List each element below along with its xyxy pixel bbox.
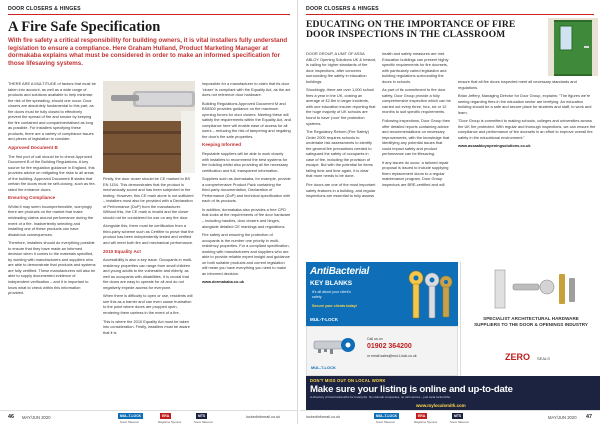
fire-door-photo	[548, 18, 598, 76]
footer-url[interactable]: lockedinfomail.co.uk	[246, 415, 281, 419]
ad-body: A directory of local locksmiths for local jobs. No national companies, no call centres – just local locksmiths.	[310, 395, 451, 399]
mts-logo: MTS	[454, 414, 462, 418]
phone-number[interactable]: 01902 364200	[367, 343, 412, 350]
mul-t-lock-contact-ad[interactable]	[306, 326, 458, 376]
body-paragraph: Brian Jeffery, Managing Director for Door Group, explains: "The figures we're seeing regarding fires in the education sector are terrifying. An education building should be a safe and secure place for students and staff, to work and learn.	[458, 93, 592, 115]
subheading: 2010 Equality Act	[103, 248, 141, 254]
zero-logo-sub: SEALS	[537, 356, 550, 361]
ad-brand: AntiBacterial	[310, 266, 370, 277]
body-paragraph: When there is difficulty to open or use, residents will see this as a barrier and can even cause frustration to the point where doors are propped open, rendering them useless in the event of a fire.	[103, 293, 193, 315]
era-logo: ERA	[162, 414, 170, 418]
body-paragraph: Firstly, the door closer should be CE marked to BS EN 1154. This demonstrates that the product is mechanically sound and has been subjected to fire testing. However, this CE mark alone is not sufficient – installers must also be provided with a Declaration of Performance (DoP) from the manufacturer. Without this, the CE mark is invalid and the closer should not be considered for use on any fire door.	[103, 176, 194, 220]
mts-logo: MTS	[198, 414, 206, 418]
page-number: 47	[586, 414, 592, 420]
article-column-3	[202, 81, 291, 407]
logo-caption: Snow Takeover	[376, 419, 396, 424]
section-rule	[306, 14, 594, 15]
body-paragraph: The first port of call should be to check Approved Document B of the Building Regulations. A key source for fire regulation guidance in England, this provides advice on mitigating the risks to all areas of the building. Approved Document B states that certain fire doors must be self-closing, such as fire-rated fire entrance doors.	[8, 153, 96, 192]
door-closer-image	[103, 81, 195, 173]
mul-t-lock-logo: MUL-T-LOCK	[120, 414, 142, 418]
body-paragraph: The Regulatory Reform (Fire Safety) Order 2005 requires schools to undertake risk assessments to identify the general fire precautions needed to safeguard the safety of occupants in case of fire, including the provision of escape. But with the potential for items falling time and time again, it is clear that more needs to be done.	[306, 129, 373, 179]
logo-caption: Magazine Sponsor	[158, 419, 182, 424]
issue-date: MAY/JUN 2020	[548, 415, 577, 420]
section-tag: DOOR CLOSERS & HINGES	[306, 6, 379, 12]
body-paragraph: Shockingly, there are over 1,000 school fires a year in the UK, costing an average of £2.8m in larger incidents, with one education insurer reporting that the huge majority of UK schools are found to have 'poor' fire protection systems.	[306, 87, 376, 126]
body-paragraph: DOOR GROUP, A UNIT OF ASSA ABLOY Opening Solutions UK & Ireland, is calling for higher standards of fire door inspections, after concerns surrounding fire safety in education buildings.	[306, 51, 376, 84]
subheading: Approved Document B	[8, 145, 58, 151]
body-paragraph: As part of its commitment to fire door safety, Door Group provide a fully comprehensive inspection which can be carried out every three, four, six or 12 months to suit specific requirements.	[382, 87, 451, 115]
mul-t-lock-logo: MUL-T-LOCK	[376, 414, 398, 418]
ad-kicker: DON'T MISS OUT ON LOCAL WORK	[310, 378, 386, 383]
body-paragraph: Following inspections, Door Group then offer detailed reports containing advice and recommendations on necessary improvements, with the knowledge that identifying any potential issues that could impact safety and product performance can be lifesaving.	[382, 118, 451, 157]
key-blanks-icon	[402, 268, 454, 324]
antibacterial-key-blanks-ad[interactable]	[306, 262, 458, 326]
ad-tagline: It's all about your client's safety	[312, 290, 351, 299]
zero-logo: ZERO	[505, 352, 531, 362]
article-column-2	[382, 51, 452, 255]
subheading: Keeping Informed	[202, 142, 242, 148]
body-paragraph: "Door Group is committed to making schools, colleges and universities across the UK fire protected. With regular and thorough inspections, we can ensure the compliance and performance of fire doorsets in an effort to improve overall fire safety in the educational environment."	[458, 118, 596, 140]
body-paragraph: Reputable suppliers will be able to work closely with installers to recommend the best systems for the building whilst also providing all the necessary certification and full, transparent information.	[202, 150, 289, 173]
ad-brand-mark: MUL-T-LOCK	[310, 317, 338, 322]
hardware-illustration	[475, 266, 587, 312]
ironmongery-supplier-ad[interactable]	[460, 262, 600, 376]
logo-caption: Snow Takeover	[120, 419, 140, 424]
page-footer	[300, 410, 600, 424]
body-paragraph: impossible for a manufacturer to claim that its door 'closer' is compliant with the Equality Act, as the act does not reference door hardware.	[202, 81, 291, 98]
website-link[interactable]: www.dormakaba.co.uk	[202, 279, 245, 285]
era-logo: ERA	[418, 414, 426, 418]
page-number: 46	[8, 414, 14, 420]
article-column-3	[458, 79, 596, 255]
body-paragraph: Building Regulations Approved Document M and BS8300 provides guidance on the maximum opening forces for door closers. Meeting these will satisfy the requirements within the Equality Act, and compliance here will enable ease of access for all users – reducing the risk of tampering and negating the door's fire safe properties.	[202, 100, 291, 139]
body-paragraph: If any issues do occur, a tailored repair proposal is issued to include supplying them replacement doors to a regular maintenance program. Door Group inspectors are BRE-certified and will	[382, 159, 449, 188]
footer-url[interactable]: lockedinfomail.co.uk	[306, 415, 341, 419]
call-label: Call us on	[367, 337, 383, 341]
body-paragraph: Suppliers such as dormakaba, for example, provide a comprehensive Product Pack containing the third-party documentation, Declaration of Performance (DoP) and technical specification with each of its products.	[202, 176, 291, 204]
article-column-2	[103, 176, 195, 407]
ad-headline: Make sure your listing is online and up-to-date	[310, 384, 513, 395]
body-paragraph: health and safety measures are met. Education buildings can present highly specific requirements for fire doorsets, with particularly varied legislation and building regulations surrounding the doors in schools.	[382, 51, 449, 84]
article-column-1	[8, 81, 96, 407]
page-footer	[0, 410, 297, 424]
article-column-1	[306, 51, 376, 255]
logo-caption: Snow Takeover	[194, 419, 214, 424]
ad-tagline-highlight: Secure your clients today!	[312, 304, 357, 308]
body-paragraph: Fire safety and ensuring the protection of occupants is the number one priority in multi-residency properties. For a compliant specification, working with manufacturers and suppliers who are able to provide reliable expert insight and guidance on both suitable products and current legislation will mean you have everything you need to make an informed decision.	[202, 232, 290, 276]
body-paragraph: Accessibility is also a key issue. Occupants in multi-residency properties can range from small children and young adults to the vulnerable and elderly, as well as occupants with disabilities. It is crucial that fire doors are easy to operate for all and do not negatively impede access for everyone.	[103, 257, 193, 290]
body-paragraph: ensure that all fire doors inspected meet all necessary standards and regulations.	[458, 79, 577, 90]
fire-door-image	[548, 18, 598, 76]
body-paragraph: THERE ARE A MULTITUDE of factors that must be taken into account, as well as a wide range of products and solutions available to help minimise the risk of fire spreading, should one occur. Door closers are absolutely fundamental to this part, as fire doors must be fully closed to effectively prevent the spread of fire and smoke by keeping the fire contained and compartmentalised as long as possible. For installers specifying these products, there are a variety of compliance issues and pieces of legislation to consider.	[8, 81, 96, 142]
email-line[interactable]: or email sales@mul-t-lock.co.uk	[367, 354, 417, 358]
logo-caption: Snow Takeover	[450, 419, 470, 424]
ad-title: KEY BLANKS	[310, 280, 353, 287]
left-page	[0, 0, 298, 424]
ad-text: SPECIALIST ARCHITECTURAL HARDWARE SUPPLIERS TO THE DOOR & OPENINGS INDUSTRY	[474, 316, 588, 327]
body-paragraph: Fire doors are one of the most important safety features in a building, and regular inspections are essential to fully assess	[306, 182, 376, 199]
article-headline: EDUCATING ON THE IMPORTANCE OF FIRE DOOR INSPECTIONS IN THE CLASSROOM	[306, 19, 516, 41]
ad-url[interactable]: www.mylocalsmith.com	[416, 403, 466, 408]
body-paragraph: In addition, dormakaba also provides a free CPD that looks at the requirements of fire door hardware – including handles, door closers and hinges, alongside detailed CE markings and regulations.	[202, 206, 291, 229]
body-paragraph: Whilst it may seem incomprehensible, worryingly there are products on the market that make misleading claims around performance during the event of a fire. Inadvertently selecting and installing one of these products can have disastrous consequences.	[8, 203, 94, 237]
key-icon	[312, 331, 356, 361]
body-paragraph: This is where the 2010 Equality Act must be taken into consideration. Firstly, installers must be aware that it is	[103, 318, 190, 335]
mylocalsmith-ad[interactable]	[306, 376, 600, 410]
section-rule	[8, 14, 290, 15]
article-standfirst: With fire safety a critical responsibility for building owners, it is vital installers fully understand legislation to ensure a compliance. Here Graham Hulland, Product Marketing Manager at dormakaba explains what must be considered in order to make an informed specification for those lifesaving systems.	[8, 37, 288, 67]
issue-date: MAY/JUN 2020	[22, 415, 51, 420]
body-paragraph: Alongside this, there must be certification from a third-party scheme such as Certifire to prove that the product has been independently tested and verified and will meet both fire and mechanical performance.	[103, 223, 194, 246]
body-paragraph: Therefore, installers should do everything possible to ensure that they have made an informed decision when it comes to the materials specified, by working with manufacturers and suppliers who are able to demonstrate that products and systems are fully certified. These manufacturers will also be able to supply documented evidence of independent verification – and it is important to know what to check within this information provided.	[8, 240, 96, 296]
article-headline: A Fire Safe Specification	[8, 19, 161, 35]
website-link[interactable]: www.assaabloyopeningsolutions.co.uk	[458, 143, 531, 149]
ad-brand-mark: MUL-T-LOCK	[311, 365, 336, 370]
logo-caption: Magazine Sponsor	[414, 419, 438, 424]
subheading: Ensuring Compliance	[8, 195, 56, 201]
door-closer-photo	[103, 81, 195, 173]
section-tag: DOOR CLOSERS & HINGES	[8, 6, 81, 12]
